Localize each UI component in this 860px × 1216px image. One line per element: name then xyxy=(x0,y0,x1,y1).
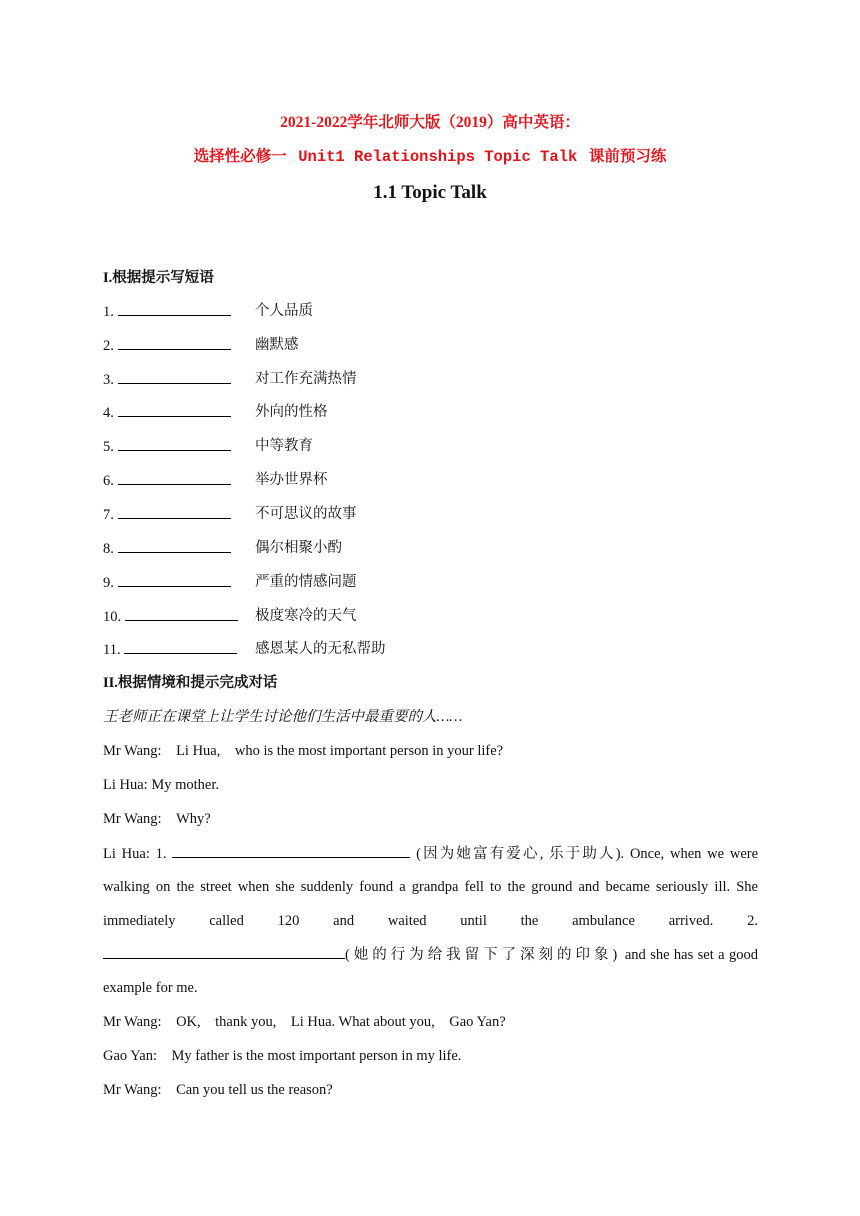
utterance: Why? xyxy=(176,811,211,827)
item-hint: 对工作充满热情 xyxy=(255,371,357,387)
exercise-item xyxy=(103,301,231,322)
exercise-item xyxy=(103,606,238,627)
section1-heading: I.根据提示写短语 xyxy=(103,270,214,286)
dialogue-line xyxy=(103,809,211,829)
word: ambulance xyxy=(572,913,635,929)
paragraph-line xyxy=(103,911,758,931)
answer-blank[interactable] xyxy=(118,301,231,316)
text-fragment: when we were xyxy=(669,846,759,862)
word: waited xyxy=(387,913,427,929)
item-number: 2. xyxy=(747,913,759,929)
exercise-item xyxy=(103,639,237,660)
item-hint: 极度寒冷的天气 xyxy=(255,608,357,624)
item-number: 2. xyxy=(103,338,114,354)
word: called xyxy=(209,913,244,929)
answer-blank[interactable] xyxy=(125,606,238,621)
item-hint: 举办世界杯 xyxy=(255,472,328,488)
item-number: 7. xyxy=(103,507,114,523)
answer-blank[interactable] xyxy=(118,335,231,350)
utterance: Can you tell us the reason? xyxy=(176,1082,333,1098)
item-number: 8. xyxy=(103,541,114,557)
speaker: Mr Wang: xyxy=(103,743,162,759)
dialogue-line xyxy=(103,741,503,761)
exercise-item xyxy=(103,572,231,593)
item-hint: (她的行为给我留下了深刻的印象) xyxy=(345,947,621,963)
item-hint: 不可思议的故事 xyxy=(255,506,357,522)
item-number: 4. xyxy=(103,405,114,421)
exercise-item xyxy=(103,335,231,356)
speaker: Mr Wang: xyxy=(103,1014,162,1030)
speaker: Gao Yan: xyxy=(103,1048,157,1064)
scenario-intro: 王老师正在课堂上让学生讨论他们生活中最重要的人…… xyxy=(103,709,463,725)
item-number: 9. xyxy=(103,575,114,591)
paragraph-line xyxy=(103,843,758,864)
exercise-item xyxy=(103,369,231,390)
item-number: 1. xyxy=(103,304,114,320)
title-en-part: Unit1 Relationships Topic Talk xyxy=(298,148,578,166)
word: immediately xyxy=(103,913,176,929)
item-hint: 严重的情感问题 xyxy=(255,574,357,590)
exercise-item xyxy=(103,436,231,457)
dialogue-line xyxy=(103,1080,333,1100)
title-cn-part2: 课前预习练 xyxy=(588,148,667,165)
doc-title-line2 xyxy=(0,144,860,166)
answer-blank[interactable] xyxy=(172,843,410,858)
item-hint: 感恩某人的无私帮助 xyxy=(255,641,386,657)
item-number: 5. xyxy=(103,439,114,455)
dialogue-line xyxy=(103,1046,461,1066)
item-number: 3. xyxy=(103,372,114,388)
item-number: 11. xyxy=(103,642,121,658)
utterance: Li Hua, who is the most important person in your life? xyxy=(176,743,504,759)
item-number: 10. xyxy=(103,609,122,625)
paragraph-line xyxy=(103,944,758,965)
speaker: Mr Wang: xyxy=(103,1082,162,1098)
dialogue-line xyxy=(103,1012,506,1032)
word: 120 xyxy=(277,913,300,929)
answer-blank[interactable] xyxy=(118,436,231,451)
exercise-item xyxy=(103,504,231,525)
doc-title-line1: 2021-2022学年北师大版（2019）高中英语： xyxy=(280,114,580,131)
answer-blank[interactable] xyxy=(118,572,231,587)
item-number: 6. xyxy=(103,473,114,489)
paragraph-line: walking on the street when she suddenly found a grandpa fell to the ground and became seriously ill. She xyxy=(103,879,758,895)
item-hint: 幽默感 xyxy=(255,337,299,353)
answer-blank[interactable] xyxy=(118,369,231,384)
answer-blank[interactable] xyxy=(118,402,231,417)
exercise-item xyxy=(103,538,231,559)
paragraph-line: example for me. xyxy=(103,980,198,996)
word: until xyxy=(460,913,487,929)
utterance: OK, thank you, Li Hua. What about you, Gao Yan? xyxy=(176,1014,506,1030)
exercise-item xyxy=(103,402,231,423)
doc-subtitle: 1.1 Topic Talk xyxy=(373,182,487,203)
title-cn-part1: 选择性必修一 xyxy=(193,148,287,165)
exercise-item xyxy=(103,470,231,491)
section2-heading: II.根据情境和提示完成对话 xyxy=(103,675,278,691)
dialogue-line: Li Hua: My mother. xyxy=(103,777,219,793)
text-fragment: and she has set a good xyxy=(624,947,759,963)
word: the xyxy=(520,913,539,929)
word: arrived. xyxy=(668,913,714,929)
item-hint: 中等教育 xyxy=(255,438,313,454)
item-hint: (因为她富有爱心, 乐于助人). Once, xyxy=(416,846,665,862)
item-hint: 偶尔相聚小酌 xyxy=(255,540,342,556)
item-hint: 个人品质 xyxy=(255,303,313,319)
answer-blank[interactable] xyxy=(103,944,345,959)
answer-blank[interactable] xyxy=(118,538,231,553)
item-hint: 外向的性格 xyxy=(255,404,328,420)
answer-blank[interactable] xyxy=(118,504,231,519)
speaker: Mr Wang: xyxy=(103,811,162,827)
item-number: Li Hua: 1. xyxy=(103,846,167,862)
answer-blank[interactable] xyxy=(124,639,237,654)
answer-blank[interactable] xyxy=(118,470,231,485)
word: and xyxy=(333,913,355,929)
utterance: My father is the most important person in my life. xyxy=(171,1048,462,1064)
